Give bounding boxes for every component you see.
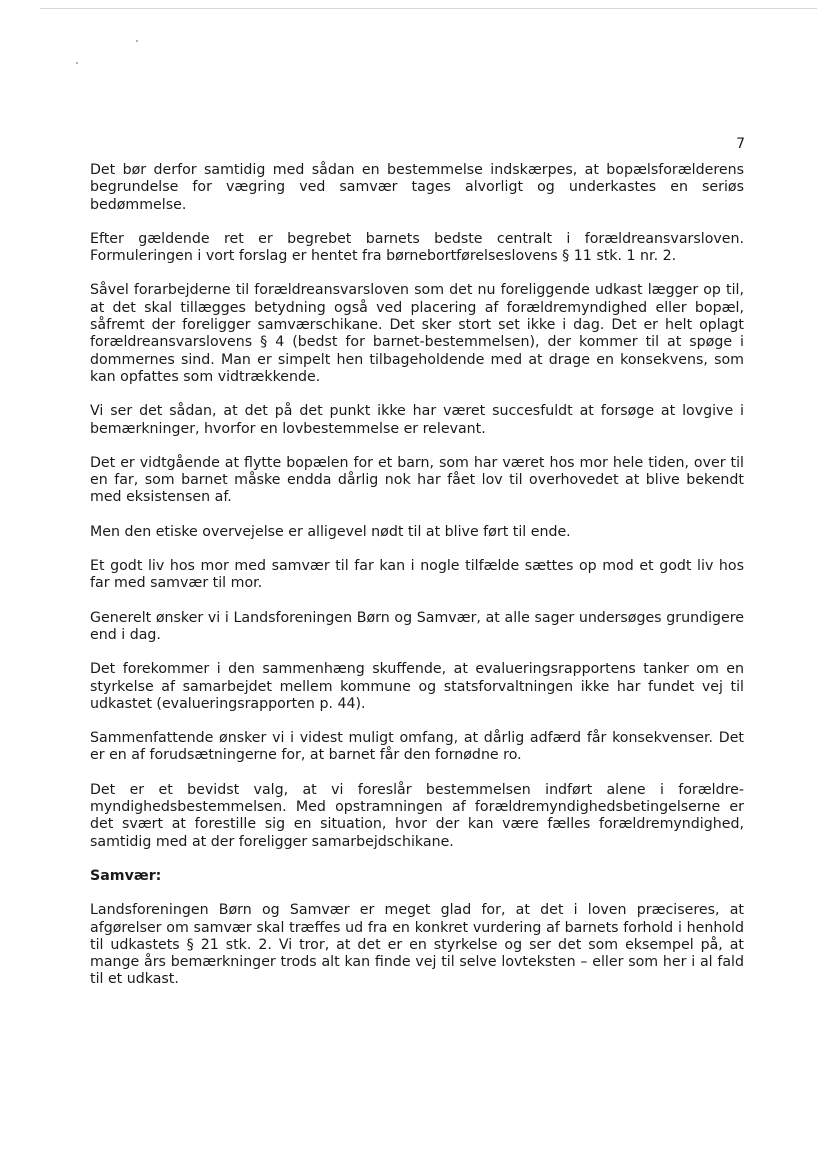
paragraph: Generelt ønsker vi i Landsforeningen Børn og Samvær, at alle sager undersøges grundigere end i dag. [90,609,744,643]
paragraph: Det bør derfor samtidig med sådan en bestemmelse indskærpes, at bopælsforælderens begrundelse for vægring ved samvær tages alvorligt og underkastes en seriøs bedømmelse. [90,162,744,213]
paragraph: Men den etiske overvejelse er alligevel nødt til at blive ført til ende. [90,523,571,540]
paragraph: Et godt liv hos mor med samvær til far kan i nogle tilfælde sættes op mod et godt liv hos far med samvær til mor. [90,558,744,592]
paragraph: Det er et bevidst valg, at vi foreslår bestemmelsen indført alene i forældre-myndighedsbestemmelsen. Med opstramningen af forældremyndighedsbetingelserne er det svært at forestille sig en situation, hvor der kan være fælles forældremyndighed, samtidig med at der foreligger samarbejdschikane. [90,781,744,850]
document-body [90,162,744,989]
paragraph: Efter gældende ret er begrebet barnets bedste centralt i forældreansvarsloven. Formuleringen i vort forslag er hentet fra børnebortførelseslovens § 11 stk. 1 nr. 2. [90,230,744,265]
paragraph: Det forekommer i den sammenhæng skuffende, at evalueringsrapportens tanker om en styrkelse af samarbejdet mellem kommune og statsforvaltningen ikke har fundet vej til udkastet (evalueringsrapporten p. 44). [90,661,744,712]
scan-speck [136,40,138,42]
page-number: 7 [736,136,745,152]
paragraph: Det er vidtgående at flytte bopælen for et barn, som har været hos mor hele tiden, over til en far, som barnet måske endda dårlig nok har fået lov til overhovedet at blive bekendt med eksistensen af. [90,454,744,506]
paragraph: Sammenfattende ønsker vi i videst muligt omfang, at dårlig adfærd får konsekvenser. Det er en af forudsætningerne for, at barnet får den fornødne ro. [90,730,744,764]
scan-edge-line [40,8,817,9]
section-heading: Samvær: [90,867,162,884]
paragraph: Såvel forarbejderne til forældreansvarsloven som det nu foreliggende udkast lægger op til, at det skal tillægges betydning også ved placering af forældremyndighed eller bopæl, såfremt der foreligger samværschikane. Det sker stort set ikke i dag. Det er helt oplagt forældreansvarslovens § 4 (bedst for barnet-bestemmelsen), der kommer til at spøge i dommernes sind. Man er simpelt hen tilbageholdende med at drage en konsekvens, som kan opfattes som vidtrækkende. [90,282,744,385]
paragraph: Vi ser det sådan, at det på det punkt ikke har været succesfuldt at forsøge at lovgive i bemærkninger, hvorfor en lovbestemmelse er relevant. [90,403,744,437]
section-paragraph: Landsforeningen Børn og Samvær er meget glad for, at det i loven præciseres, at afgørelser om samvær skal træffes ud fra en konkret vurdering af barnets forhold i henhold til udkastets § 21 stk. 2. Vi tror, at det er en styrkelse og ser det som eksempel på, at mange års bemærkninger trods alt kan finde vej til selve lovteksten – eller som her i al fald til et udkast. [90,902,744,988]
scan-speck [76,62,78,64]
